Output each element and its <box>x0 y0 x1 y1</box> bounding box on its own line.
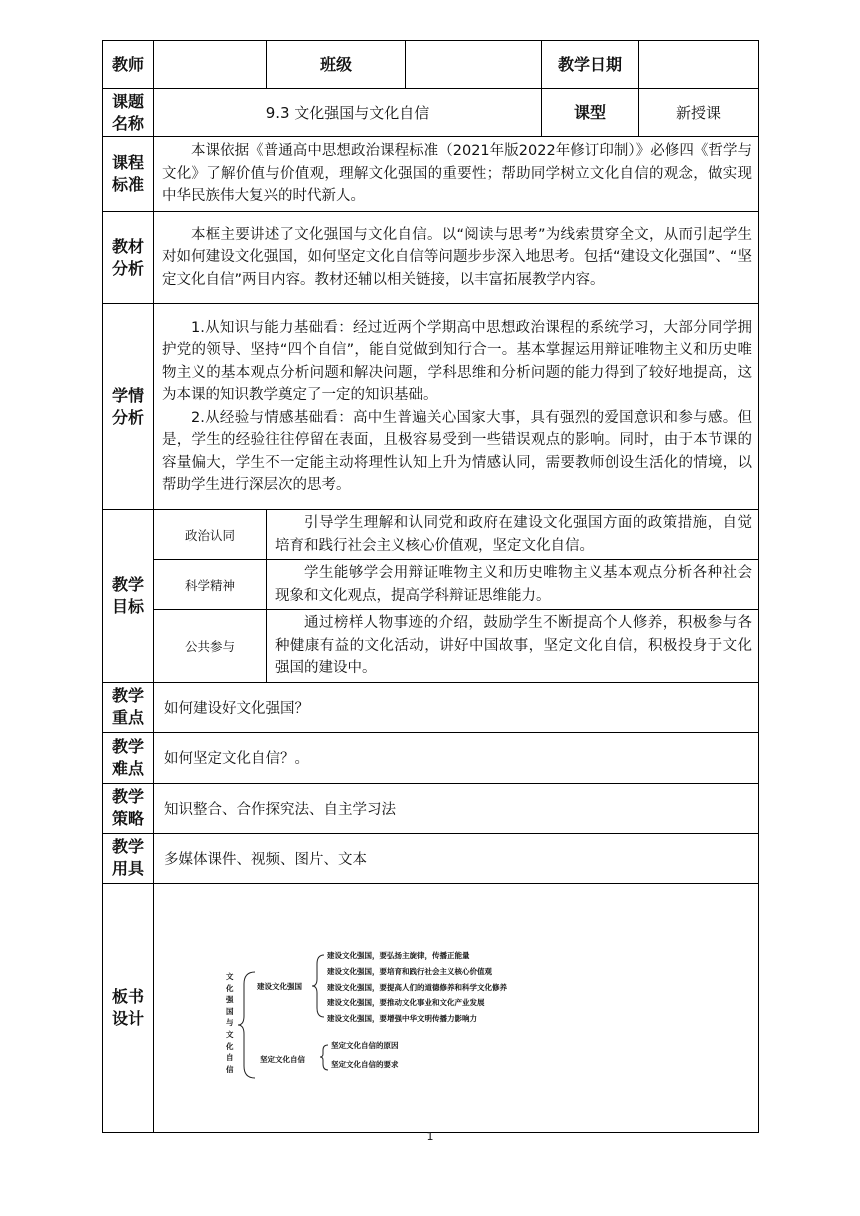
class-value <box>406 41 542 89</box>
type-value: 新授课 <box>639 89 759 137</box>
board-diagram <box>154 884 758 1131</box>
goal-row <box>103 560 759 610</box>
goal-text: 引导学生理解和认同党和政府在建设文化强国方面的政策措施，自觉培育和践行社会主义核心价值观，坚定文化自信。 <box>267 510 759 560</box>
teacher-value <box>154 41 267 89</box>
standard-label: 课程 标准 <box>103 137 154 212</box>
strategy-text: 知识整合、合作探究法、自主学习法 <box>154 783 759 833</box>
goal-name: 公共参与 <box>154 610 267 683</box>
board-root-char: 信 <box>226 1064 234 1074</box>
board-root-char: 化 <box>226 1041 234 1051</box>
board-root-char: 与 <box>226 1018 234 1028</box>
goal-name: 科学精神 <box>154 560 267 610</box>
board-root-char: 文 <box>226 1030 234 1039</box>
strategy-row <box>103 783 759 833</box>
tools-text: 多媒体课件、视频、图片、文本 <box>154 833 759 883</box>
student-row <box>103 304 759 510</box>
page-number: 1 <box>426 1130 434 1143</box>
type-label: 课型 <box>542 89 639 137</box>
board-branch1-item: 建设文化强国，要推动文化事业和文化产业发展 <box>327 998 485 1008</box>
board-branch2-item: 坚定文化自信的原因 <box>331 1041 399 1050</box>
difficulty-label: 教学 难点 <box>103 732 154 783</box>
tools-row <box>103 833 759 883</box>
goal-name: 政治认同 <box>154 510 267 560</box>
header-row <box>103 41 759 89</box>
branch1-brace <box>312 955 324 1017</box>
student-text <box>154 304 759 510</box>
material-text: 本框主要讲述了文化强国与文化自信。以“阅读与思考”为线索贯穿全文，从而引起学生对如何建设文化强国，如何坚定文化自信等问题步步深入地思考。包括“建设文化强国”、“坚定文化自信”两目内容。教材还辅以相关链接，以丰富拓展教学内容。 <box>154 212 759 304</box>
board-root-char: 强 <box>226 995 234 1005</box>
goal-row <box>103 510 759 560</box>
tools-label: 教学 用具 <box>103 833 154 883</box>
board-root-char: 国 <box>226 1006 234 1016</box>
goals-label: 教学 目标 <box>103 510 154 683</box>
board-branch1-item: 建设文化强国，要培育和践行社会主义核心价值观 <box>327 966 492 976</box>
difficulty-text: 如何坚定文化自信？。 <box>154 732 759 783</box>
board-branch1-item: 建设文化强国，要弘扬主旋律，传播正能量 <box>327 951 470 960</box>
teacher-label: 教师 <box>103 41 154 89</box>
board-branch2-item: 坚定文化自信的要求 <box>331 1060 399 1069</box>
goal-text: 学生能够学会用辩证唯物主义和历史唯物主义基本观点分析各种社会现象和文化观点，提高学科辩证思维能力。 <box>267 560 759 610</box>
board-branch1: 建设文化强国 <box>257 982 302 991</box>
standard-text: 本课依据《普通高中思想政治课程标准（2021年版2022年修订印制）》必修四《哲学与文化》了解价值与价值观，理解文化强国的重要性；帮助同学树立文化自信的观念，做实现中华民族伟大复兴的时代新人。 <box>154 137 759 212</box>
topic-title: 9.3 文化强国与文化自信 <box>154 89 542 137</box>
material-label: 教材 分析 <box>103 212 154 304</box>
key-point-label: 教学 重点 <box>103 682 154 732</box>
board-row <box>103 883 759 1132</box>
board-label: 板书 设计 <box>103 883 154 1132</box>
topic-row <box>103 89 759 137</box>
material-row <box>103 212 759 304</box>
goal-row <box>103 610 759 683</box>
student-paragraph-2: 2.从经验与情感基础看：高中生普遍关心国家大事，具有强烈的爱国意识和参与感。但是，学生的经验往往停留在表面，且极容易受到一些错误观点的影响。同时，由于本节课的容量偏大，学生不一定能主动将理性认知上升为情感认同，需要教师创设生活化的情境，以帮助学生进行深层次的思考。 <box>162 409 752 493</box>
standard-row <box>103 137 759 212</box>
lesson-plan-table <box>102 40 759 1133</box>
board-branch1-item: 建设文化强国，要提高人们的道德修养和科学文化修养 <box>327 982 507 992</box>
student-label: 学情 分析 <box>103 304 154 510</box>
student-paragraph-1: 1.从知识与能力基础看：经过近两个学期高中思想政治课程的系统学习，大部分同学拥护党的领导、坚持“四个自信”，能自觉做到知行合一。基本掌握运用辩证唯物主义和历史唯物主义的基本观点分析问题和解决问题，学科思维和分析问题的能力得到了较好地提高，这为本课的知识教学奠定了一定的知识基础。 <box>162 319 752 403</box>
branch2-brace <box>320 1045 328 1070</box>
class-label: 班级 <box>267 41 406 89</box>
root-brace <box>238 972 255 1078</box>
strategy-label: 教学 策略 <box>103 783 154 833</box>
date-label: 教学日期 <box>542 41 639 89</box>
board-root-char: 文 <box>226 972 234 981</box>
key-point-row <box>103 682 759 732</box>
difficulty-row <box>103 732 759 783</box>
board-root-char: 自 <box>226 1053 234 1063</box>
board-branch2: 坚定文化自信 <box>260 1055 305 1064</box>
board-root-char: 化 <box>226 983 234 993</box>
goal-text: 通过榜样人物事迹的介绍，鼓励学生不断提高个人修养，积极参与各种健康有益的文化活动，讲好中国故事，坚定文化自信，积极投身于文化强国的建设中。 <box>267 610 759 683</box>
date-value <box>639 41 759 89</box>
topic-label: 课题 名称 <box>103 89 154 137</box>
board-branch1-item: 建设文化强国，要增强中华文明传播力影响力 <box>327 1014 477 1024</box>
board-design <box>154 883 759 1132</box>
key-point-text: 如何建设好文化强国？ <box>154 682 759 732</box>
